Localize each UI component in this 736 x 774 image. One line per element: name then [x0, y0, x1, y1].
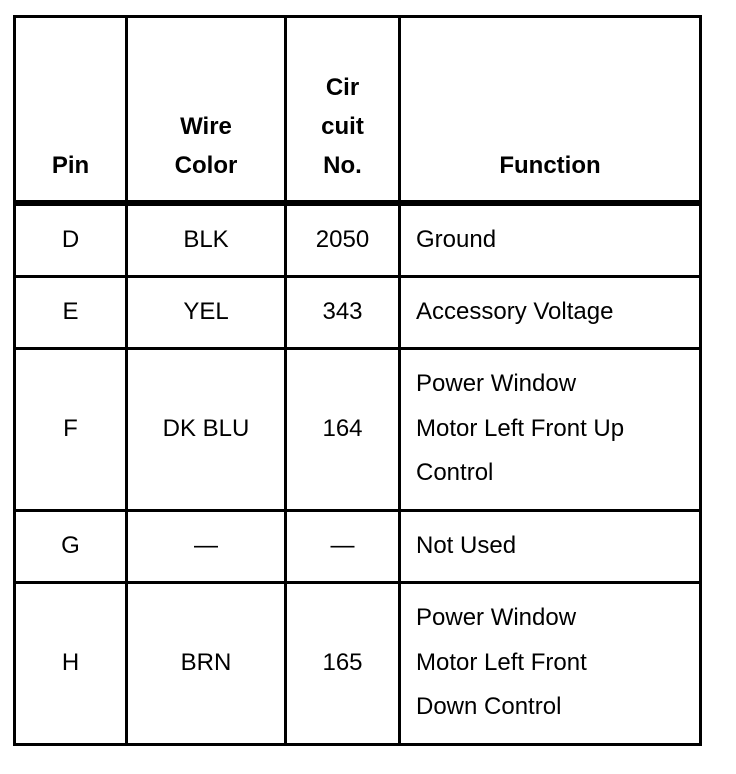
function-line: Ground	[416, 226, 497, 253]
table-row	[15, 276, 701, 348]
function-line: Power Window	[416, 604, 577, 632]
table-row	[15, 203, 701, 277]
cell-pin: H	[15, 582, 127, 744]
cell-circuit: 343	[286, 276, 400, 348]
table-row	[15, 582, 701, 744]
cell-pin: G	[15, 510, 127, 582]
header-function-line: Function	[499, 151, 601, 179]
cell-pin: F	[15, 348, 127, 510]
header-circuit-line: Cir	[325, 73, 360, 101]
cell-function	[400, 203, 701, 277]
function-line: Accessory Voltage	[416, 298, 614, 325]
header-wire-color-line: Wire	[180, 112, 232, 140]
cell-function	[400, 276, 701, 348]
function-line: Control	[416, 459, 494, 487]
table-row	[15, 510, 701, 582]
function-line: Not Used	[416, 532, 517, 559]
header-pin-line: Pin	[51, 151, 90, 179]
cell-wire-color: YEL	[127, 276, 286, 348]
header-circuit-no	[286, 17, 400, 203]
header-circuit-line: cuit	[321, 112, 364, 140]
cell-function	[400, 582, 701, 744]
cell-circuit: 2050	[286, 203, 400, 277]
function-line: Down Control	[416, 693, 562, 721]
header-wire-color	[127, 17, 286, 203]
table-row	[15, 348, 701, 510]
cell-circuit: —	[286, 510, 400, 582]
cell-function	[400, 510, 701, 582]
cell-wire-color: DK BLU	[127, 348, 286, 510]
header-wire-color-line: Color	[174, 151, 238, 179]
header-pin	[15, 17, 127, 203]
header-circuit-line: No.	[323, 151, 362, 179]
cell-pin: E	[15, 276, 127, 348]
function-line: Motor Left Front Up	[416, 414, 625, 442]
cell-wire-color: —	[127, 510, 286, 582]
header-function	[400, 17, 701, 203]
cell-wire-color: BLK	[127, 203, 286, 277]
pin-connector-table	[13, 15, 702, 746]
cell-wire-color: BRN	[127, 582, 286, 744]
cell-pin: D	[15, 203, 127, 277]
function-line: Motor Left Front	[416, 648, 587, 676]
cell-circuit: 165	[286, 582, 400, 744]
table-header-row	[15, 17, 701, 203]
function-line: Power Window	[416, 370, 577, 398]
cell-function	[400, 348, 701, 510]
cell-circuit: 164	[286, 348, 400, 510]
